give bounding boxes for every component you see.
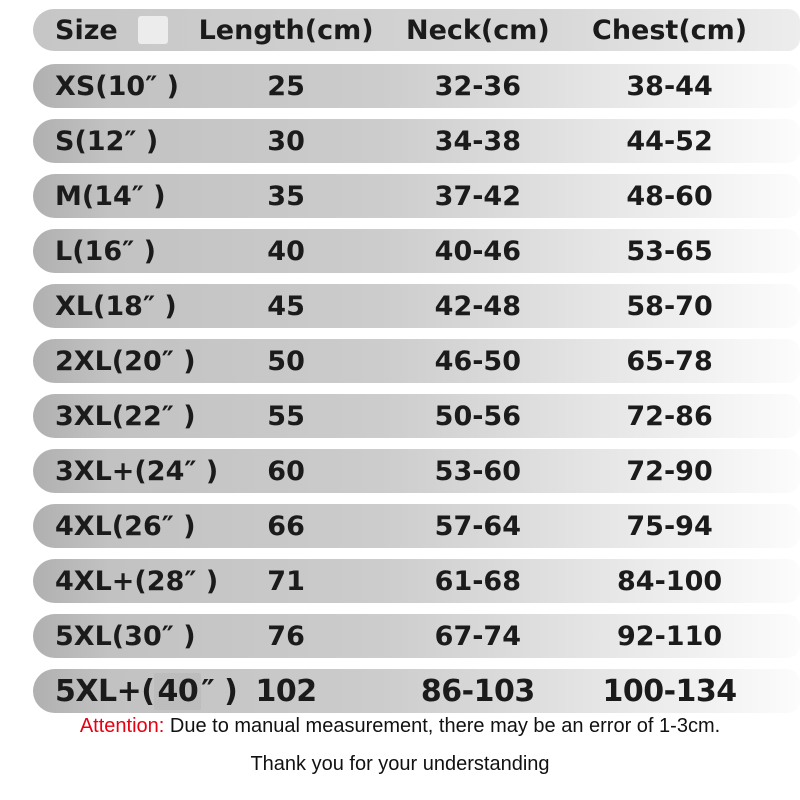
chest-cell: 53-65 (626, 235, 713, 267)
size-label-suffix: ″ ) (184, 455, 219, 487)
size-inch-value: 26 (124, 510, 162, 542)
size-inch-value: 30 (124, 620, 162, 652)
neck-cell: 37-42 (434, 180, 522, 212)
size-label-prefix: 3XL+( (55, 455, 147, 487)
size-label-suffix: ″ ) (131, 180, 166, 212)
length-cell: 45 (267, 290, 305, 322)
neck-cell: 34-38 (434, 125, 522, 157)
attention-label: Attention: (79, 715, 165, 737)
attention-note (0, 715, 800, 738)
size-cell (33, 455, 219, 487)
length-cell: 71 (267, 565, 305, 597)
size-label-suffix: ″ ) (122, 235, 156, 267)
size-label-prefix: 5XL( (55, 620, 125, 652)
size-label-prefix: 2XL( (55, 345, 125, 377)
size-inch-value: 14 (94, 180, 132, 212)
size-inch-value: 22 (124, 400, 162, 432)
neck-cell: 61-68 (434, 565, 522, 597)
neck-cell: 32-36 (434, 70, 522, 102)
table-row (33, 64, 800, 108)
size-inch-value: 24 (146, 455, 185, 487)
table-row (33, 174, 800, 218)
neck-cell: 50-56 (434, 400, 522, 432)
size-label-suffix: ″ ) (142, 290, 177, 322)
size-cell (33, 126, 186, 157)
size-label-suffix: ″ ) (124, 125, 159, 157)
chest-cell: 92-110 (617, 620, 723, 652)
size-label-prefix: 4XL( (55, 510, 125, 542)
footer (0, 715, 800, 800)
table-row (33, 339, 800, 383)
table-row (33, 449, 800, 493)
neck-cell: 86-103 (420, 673, 535, 709)
chest-cell: 100-134 (602, 673, 737, 709)
chest-cell: 72-90 (626, 455, 713, 487)
chest-cell: 44-52 (626, 125, 713, 157)
attention-text: Due to manual measurement, there may be an error of 1-3cm. (164, 715, 721, 737)
size-inch-value: 16 (84, 235, 123, 267)
length-cell: 40 (267, 235, 305, 267)
size-label-prefix: S( (55, 125, 87, 157)
chest-cell: 48-60 (626, 180, 713, 212)
neck-cell: 67-74 (434, 620, 522, 652)
size-label-suffix: ″ ) (184, 565, 219, 597)
table-row (33, 559, 800, 603)
table-row (33, 504, 800, 548)
size-label-prefix: 5XL+( (55, 673, 155, 709)
header-chest-label: Chest(cm) (592, 14, 748, 46)
size-label-prefix: XL( (55, 290, 106, 322)
length-cell: 102 (255, 673, 317, 709)
size-cell (33, 71, 186, 102)
size-label-prefix: 4XL+( (55, 565, 147, 597)
table-row (33, 229, 800, 273)
length-cell: 55 (267, 400, 305, 432)
size-label-prefix: 3XL( (55, 400, 125, 432)
chest-cell: 84-100 (617, 565, 723, 597)
size-cell (33, 236, 186, 267)
size-cell (33, 291, 186, 322)
table-row (33, 394, 800, 438)
size-label-suffix: ″ ) (161, 510, 196, 542)
size-cell (33, 620, 196, 652)
size-label-suffix: ″ ) (201, 673, 238, 709)
neck-cell: 40-46 (434, 235, 522, 267)
size-label-suffix: ″ ) (161, 345, 196, 377)
table-row (33, 614, 800, 658)
size-label-prefix: XS( (55, 70, 108, 102)
header-size-label: Size (55, 14, 118, 46)
table-body (0, 64, 800, 713)
neck-cell: 53-60 (434, 455, 522, 487)
thanks-text: Thank you for your understanding (250, 753, 550, 775)
size-inch-value: 18 (105, 290, 143, 322)
table-header-row (33, 9, 800, 51)
size-label-prefix: L( (55, 235, 85, 267)
size-cell (33, 673, 238, 710)
chest-cell: 38-44 (626, 70, 713, 102)
size-label-suffix: ″ ) (161, 400, 196, 432)
size-label-suffix: ″ ) (161, 620, 196, 652)
table-row (33, 119, 800, 163)
chest-cell: 58-70 (626, 290, 713, 322)
header-size-cell (33, 15, 186, 46)
size-cell (33, 345, 196, 377)
table-row (33, 284, 800, 328)
header-neck-label: Neck(cm) (405, 14, 550, 46)
length-cell: 35 (267, 180, 305, 212)
header-square (138, 16, 168, 44)
neck-cell: 46-50 (434, 345, 522, 377)
table-row (33, 669, 800, 713)
header-length-label: Length(cm) (198, 14, 374, 46)
size-cell (33, 565, 219, 597)
chest-cell: 75-94 (626, 510, 713, 542)
size-label-suffix: ″ ) (145, 70, 179, 102)
size-inch-value: 28 (146, 565, 185, 597)
size-inch-value: 40 (154, 673, 201, 710)
chest-cell: 65-78 (626, 345, 713, 377)
length-cell: 25 (267, 70, 305, 102)
neck-cell: 57-64 (434, 510, 522, 542)
length-cell: 30 (267, 125, 305, 157)
size-inch-value: 10 (107, 70, 146, 102)
size-inch-value: 12 (86, 125, 125, 157)
size-cell (33, 400, 196, 432)
length-cell: 66 (267, 510, 305, 542)
neck-cell: 42-48 (434, 290, 522, 322)
chest-cell: 72-86 (626, 400, 713, 432)
length-cell: 60 (267, 455, 305, 487)
size-cell (33, 181, 186, 212)
size-inch-value: 20 (124, 345, 162, 377)
length-cell: 76 (267, 620, 305, 652)
size-label-prefix: M( (55, 180, 95, 212)
length-cell: 50 (267, 345, 305, 377)
size-cell (33, 510, 196, 542)
